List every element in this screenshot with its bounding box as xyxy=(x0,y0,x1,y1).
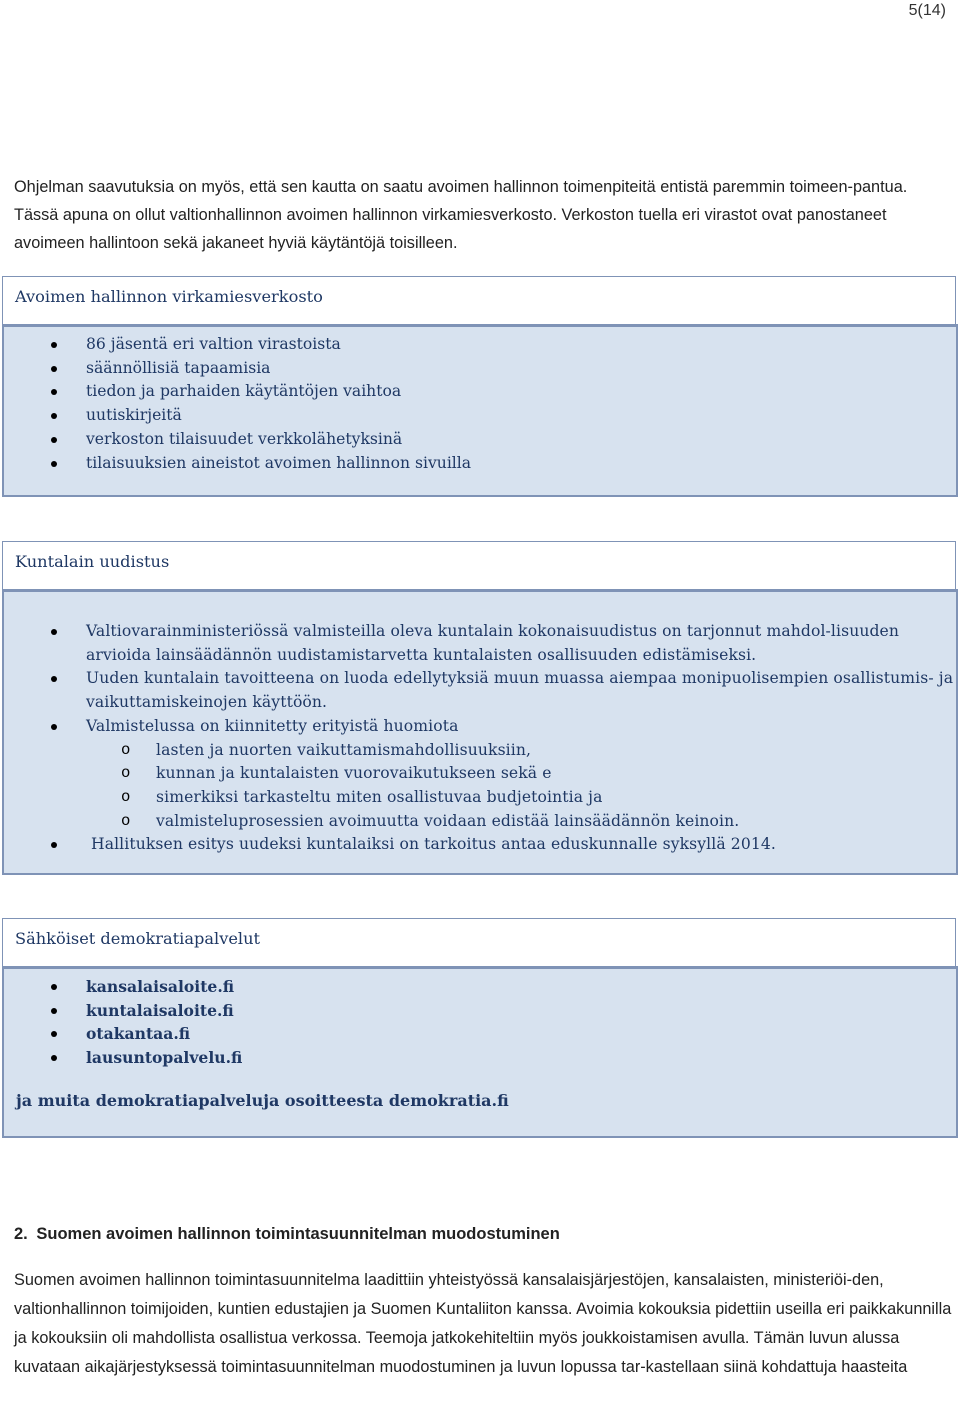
intro-paragraph: Ohjelman saavutuksia on myös, että sen kautta on saatu avoimen hallinnon toimenpiteitä entistä paremmin toimeen-pantua. Tässä apuna on ollut valtionhallinnon avoimen hallinnon virkamiesverkosto. Verkoston tuella eri virastot ovat panostaneet avoimeen hallintoon sekä jakaneet hyviä käytäntöjä toisilleen. xyxy=(14,178,908,252)
service-link[interactable]: otakantaa.fi xyxy=(4,1022,956,1046)
circle-bullet-icon: o xyxy=(121,740,131,759)
box1-list xyxy=(4,333,956,475)
bullet-icon xyxy=(51,437,57,443)
circle-bullet-icon: o xyxy=(121,787,131,806)
box3-title: Sähköiset demokratiapalvelut xyxy=(15,929,261,948)
bullet-icon xyxy=(51,389,57,395)
bullet-icon xyxy=(51,629,57,635)
service-link[interactable]: lausuntopalvelu.fi xyxy=(4,1046,956,1070)
box3-body xyxy=(2,966,958,1138)
box2-sublist xyxy=(4,739,956,834)
bullet-icon xyxy=(51,413,57,419)
list-item: säännöllisiä tapaamisia xyxy=(4,357,956,381)
bullet-icon xyxy=(51,342,57,348)
section-paragraph: Suomen avoimen hallinnon toimintasuunnitelma laadittiin yhteistyössä kansalaisjärjestöjen, kansalaisten, ministeriöi-den, valtionhallinnon toimijoiden, kuntien edustajien ja Suomen Kuntaliiton kanssa. Avoimia kokouksia pidettiin useilla eri paikkakunnilla ja kokouksiin oli mahdollista osallistua verkossa. Teemoja jatkokehiteltiin myös joukkoistamisen avulla. Tämän luvun alussa kuvataan aikajärjestyksessä toimintasuunnitelman muodostuminen ja luvun lopussa tar-kastellaan siinä kohdattuja haasteita xyxy=(14,1271,952,1376)
bullet-icon xyxy=(51,461,57,467)
bullet-icon xyxy=(51,842,57,848)
box2-body xyxy=(2,589,958,875)
bullet-icon xyxy=(51,676,57,682)
service-link[interactable]: kansalaisaloite.fi xyxy=(4,975,956,999)
bullet-icon xyxy=(51,1055,57,1061)
box1-body xyxy=(2,324,958,497)
list-item: uutiskirjeitä xyxy=(4,404,956,428)
service-link[interactable]: kuntalaisaloite.fi xyxy=(4,999,956,1023)
sublist-item: o lasten ja nuorten vaikuttamismahdollisuuksiin, xyxy=(4,739,956,763)
list-item: 86 jäsentä eri valtion virastoista xyxy=(4,333,956,357)
sublist-item: o kunnan ja kuntalaisten vuorovaikutukseen sekä e xyxy=(4,762,956,786)
list-item: verkoston tilaisuudet verkkolähetyksinä xyxy=(4,428,956,452)
list-item: Valmistelussa on kiinnitetty erityistä huomiota xyxy=(4,715,956,739)
box2-list xyxy=(4,620,956,857)
list-item: tilaisuuksien aineistot avoimen hallinnon sivuilla xyxy=(4,452,956,476)
bullet-icon xyxy=(51,1008,57,1014)
section-heading xyxy=(14,1225,560,1244)
box2-title: Kuntalain uudistus xyxy=(15,552,170,571)
list-item: Hallituksen esitys uudeksi kuntalaiksi on tarkoitus antaa eduskunnalle syksyllä 2014. xyxy=(4,833,956,857)
box1-title-bar xyxy=(2,276,956,326)
sublist-item: o valmisteluprosessien avoimuutta voidaan edistää lainsäädännön keinoin. xyxy=(4,810,956,834)
box1-title: Avoimen hallinnon virkamiesverkosto xyxy=(15,287,323,306)
list-item: tiedon ja parhaiden käytäntöjen vaihtoa xyxy=(4,380,956,404)
list-item: Uuden kuntalain tavoitteena on luoda edellytyksiä muun muassa aiempaa monipuolisempien osallistumis- ja vaikuttamiskeinojen käyttöön. xyxy=(4,667,956,714)
sublist-container xyxy=(4,739,956,834)
sublist-item: o simerkiksi tarkasteltu miten osallistuvaa budjetointia ja xyxy=(4,786,956,810)
box3-title-bar xyxy=(2,918,956,968)
circle-bullet-icon: o xyxy=(121,811,131,830)
box3-footer: ja muita demokratiapalveluja osoitteesta demokratia.fi xyxy=(16,1091,509,1110)
box3-list xyxy=(4,975,956,1070)
section-title: Suomen avoimen hallinnon toimintasuunnitelman muodostuminen xyxy=(36,1225,560,1243)
circle-bullet-icon: o xyxy=(121,764,131,783)
list-item: Valtiovarainministeriössä valmisteilla oleva kuntalain kokonaisuudistus on tarjonnut mahdol-lisuuden arvioida lainsäädännön uudistamistarvetta kuntalaisten osallisuuden edistämiseksi. xyxy=(4,620,956,667)
bullet-icon xyxy=(51,1031,57,1037)
bullet-icon xyxy=(51,984,57,990)
box2-title-bar xyxy=(2,541,956,591)
page-number: 5(14) xyxy=(908,2,946,19)
section-number: 2. xyxy=(14,1225,28,1243)
bullet-icon xyxy=(51,366,57,372)
bullet-icon xyxy=(51,724,57,730)
